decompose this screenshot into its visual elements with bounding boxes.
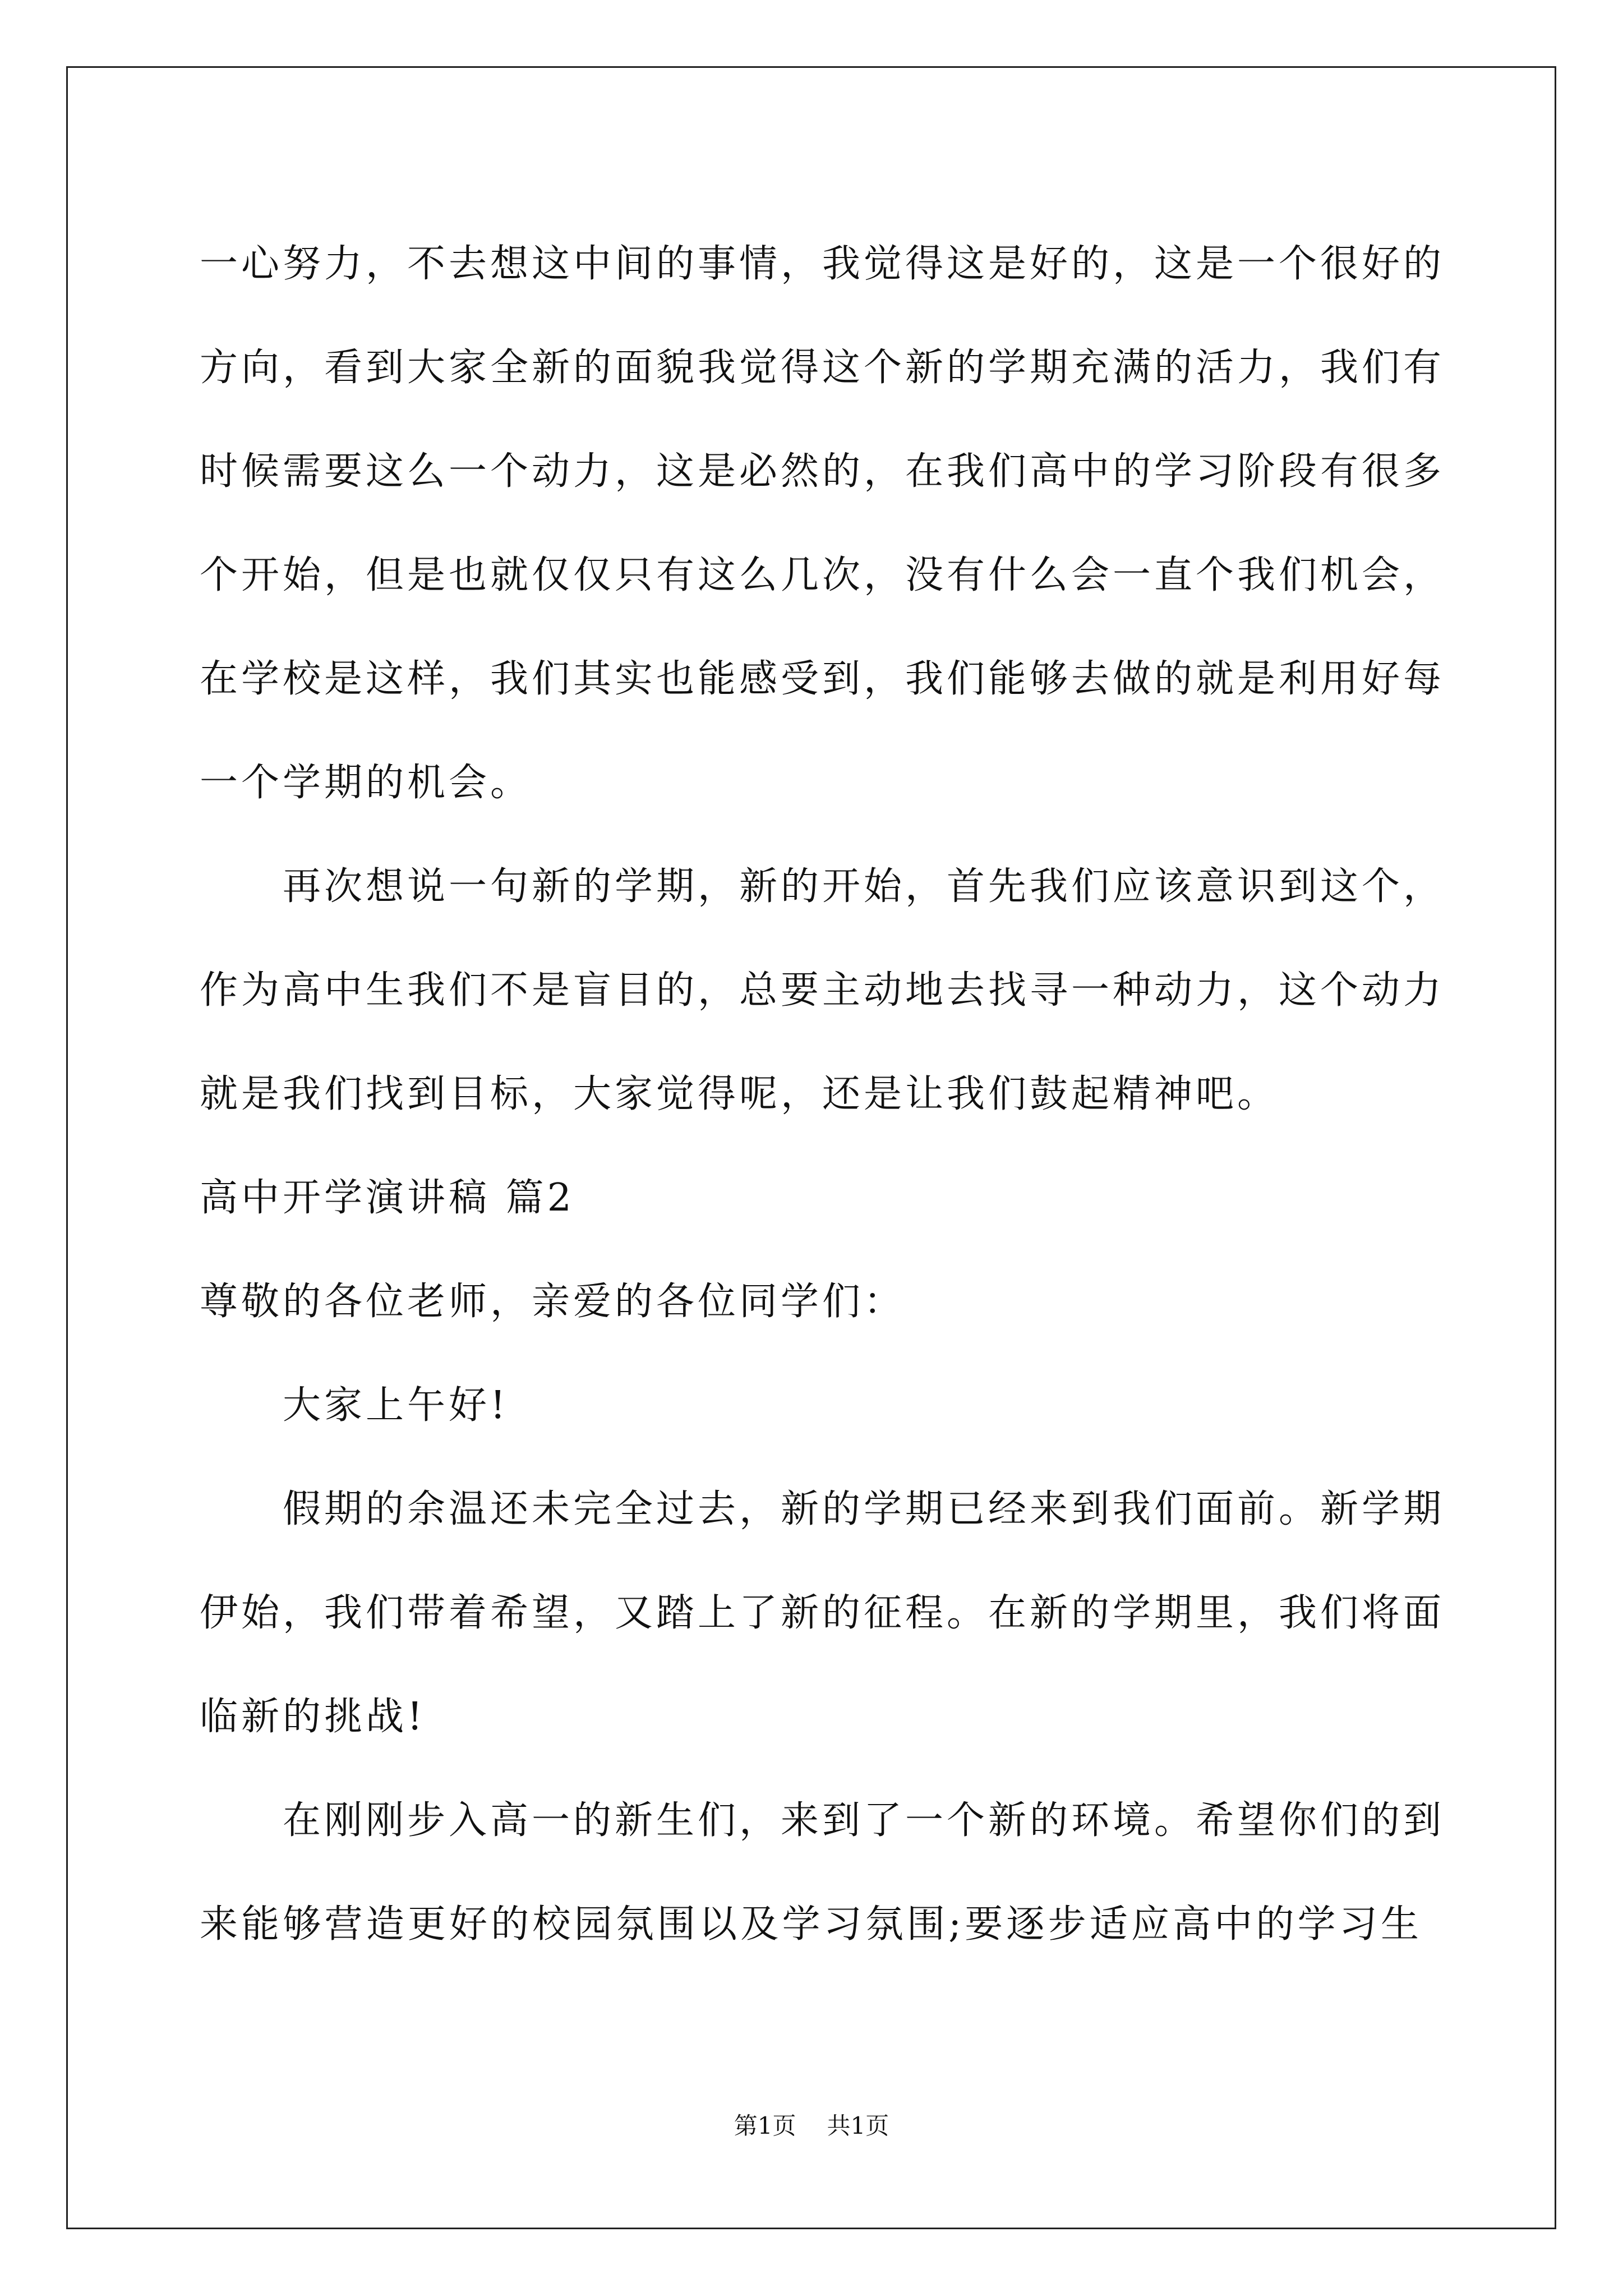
text-line: 在学校是这样，我们其实也能感受到，我们能够去做的就是利用好每: [200, 657, 1445, 701]
greeting: 大家上午好!: [283, 1383, 509, 1428]
text-line: 一个学期的机会。: [200, 761, 532, 805]
text-line: 就是我们找到目标，大家觉得呢，还是让我们鼓起精神吧。: [200, 1072, 1279, 1116]
text-line: 伊始，我们带着希望，又踏上了新的征程。在新的学期里，我们将面: [200, 1591, 1445, 1635]
page-number: 第1页: [734, 2112, 796, 2139]
text-line: 方向，看到大家全新的面貌我觉得这个新的学期充满的活力，我们有: [200, 346, 1445, 390]
text-line: 一心努力，不去想这中间的事情，我觉得这是好的，这是一个很好的: [200, 242, 1445, 286]
page-footer: [0, 2109, 1623, 2143]
section-heading: 高中开学演讲稿 篇2: [200, 1176, 575, 1220]
salutation: 尊敬的各位老师，亲爱的各位同学们：: [200, 1280, 906, 1324]
text-line: 来能够营造更好的校园氛围以及学习氛围;要逐步适应高中的学习生: [200, 1902, 1422, 1947]
document-body: [200, 212, 1445, 1976]
text-line: 作为高中生我们不是盲目的，总要主动地去找寻一种动力，这个动力: [200, 968, 1445, 1013]
paragraph-first-line: 假期的余温还未完全过去，新的学期已经来到我们面前。新学期: [283, 1487, 1445, 1531]
paragraph-first-line: 在刚刚步入高一的新生们，来到了一个新的环境。希望你们的到: [283, 1798, 1445, 1843]
paragraph-first-line: 再次想说一句新的学期，新的开始，首先我们应该意识到这个，: [283, 864, 1445, 909]
text-line: 个开始，但是也就仅仅只有这么几次，没有什么会一直个我们机会，: [200, 553, 1445, 597]
text-line: 时候需要这么一个动力，这是必然的，在我们高中的学习阶段有很多: [200, 449, 1445, 494]
text-line: 临新的挑战!: [200, 1695, 426, 1739]
page-total: 共1页: [827, 2112, 889, 2139]
